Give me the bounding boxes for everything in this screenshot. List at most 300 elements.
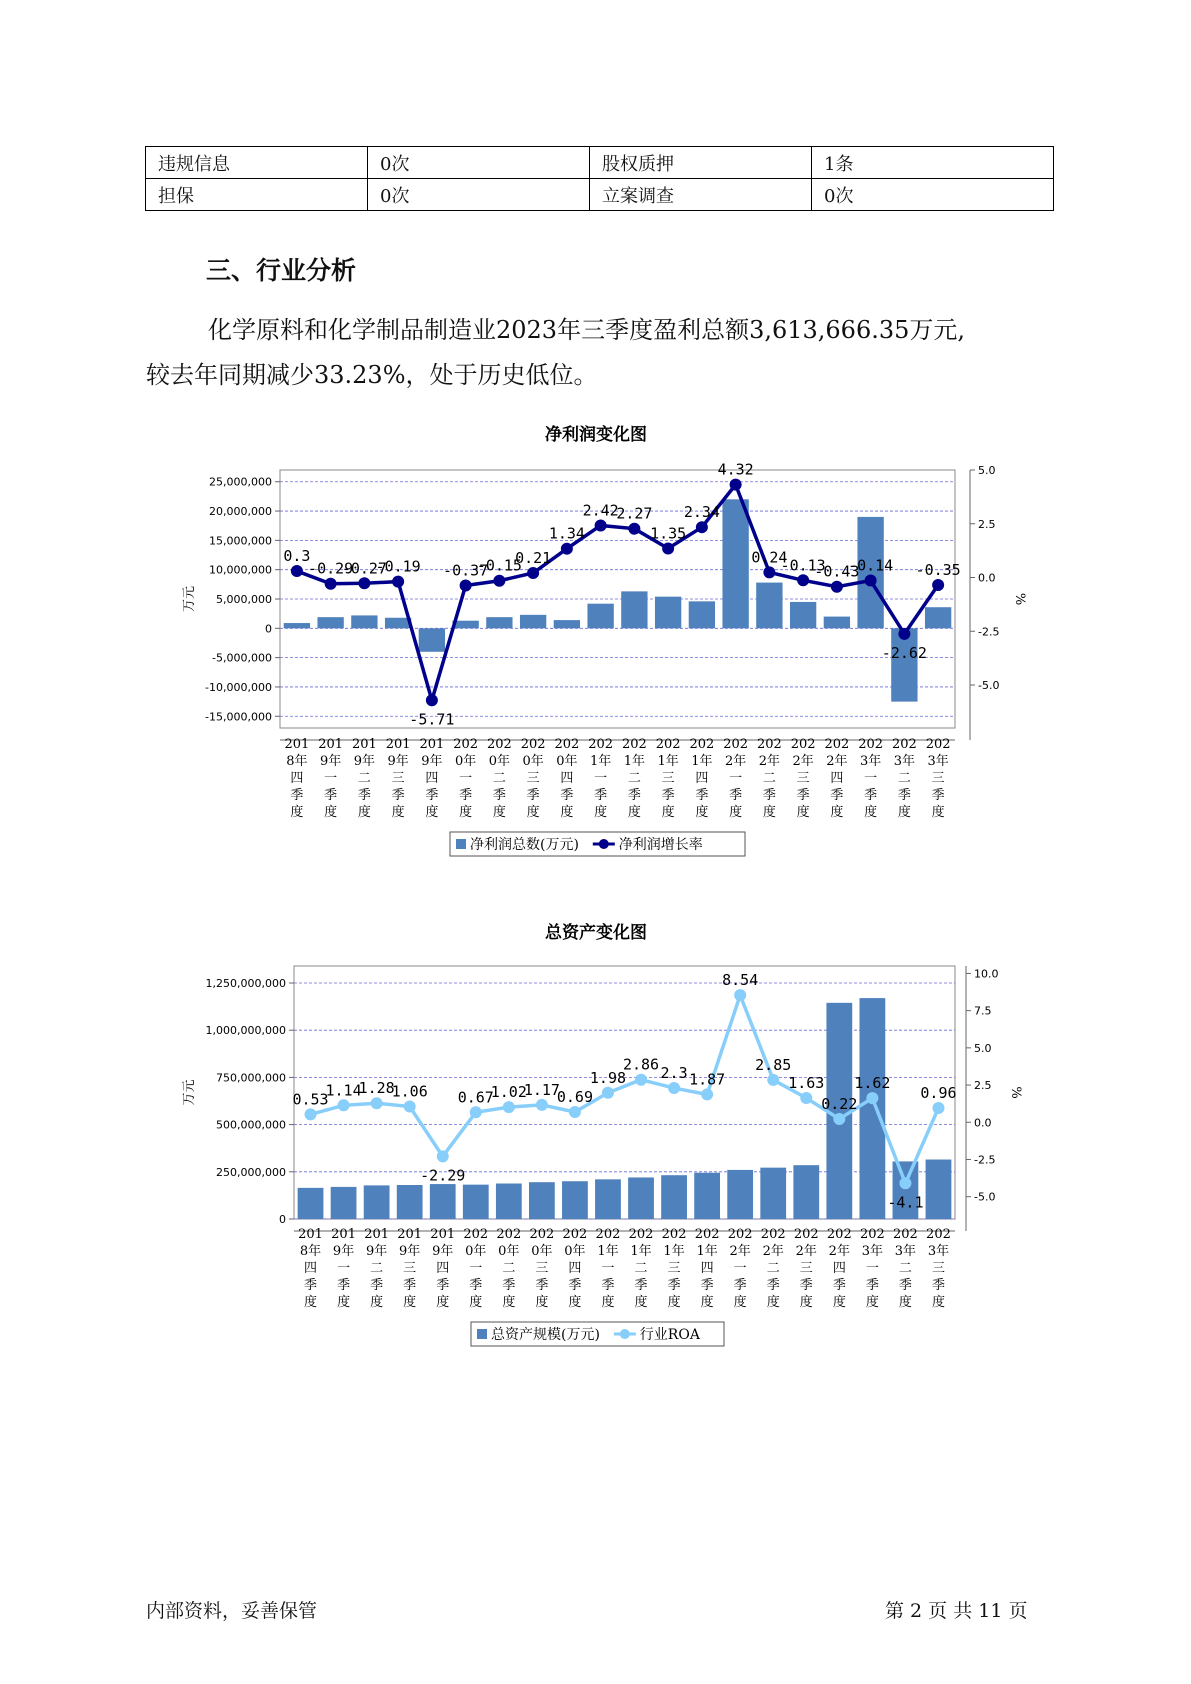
x-tick-label: 四: [700, 1261, 714, 1276]
data-label: -5.71: [409, 710, 455, 729]
x-tick-label: 202: [727, 1227, 753, 1242]
line-point: [668, 1082, 680, 1094]
x-tick-label: 9年: [421, 754, 443, 769]
x-tick-label: 度: [897, 805, 911, 820]
data-label: 2.85: [755, 1055, 792, 1074]
x-tick-label: 9年: [432, 1244, 454, 1259]
x-tick-label: 201: [430, 1227, 456, 1242]
x-tick-label: 度: [865, 1295, 879, 1310]
x-tick-label: 202: [790, 737, 816, 752]
x-tick-label: 一: [729, 771, 743, 786]
data-label: 1.87: [689, 1070, 726, 1089]
x-tick-label: 季: [830, 788, 844, 803]
x-tick-label: 二: [762, 771, 776, 786]
x-tick-label: 季: [324, 788, 338, 803]
x-tick-label: 季: [357, 788, 371, 803]
line-point: [437, 1150, 449, 1162]
x-tick-label: 四: [695, 771, 709, 786]
bar: [397, 1185, 423, 1219]
line-point: [470, 1106, 482, 1118]
footer-confidential: 内部资料，妥善保管: [146, 1600, 318, 1622]
x-tick-label: 二: [627, 771, 641, 786]
x-tick-label: 202: [463, 1227, 489, 1242]
legend-bar-swatch: [477, 1329, 487, 1339]
x-tick-label: 0年: [556, 754, 578, 769]
x-tick-label: 度: [832, 1295, 846, 1310]
bar: [661, 1175, 687, 1219]
x-tick-label: 四: [830, 771, 844, 786]
x-tick-label: 1年: [691, 754, 713, 769]
footer-page-number: 第 2 页 共 11 页: [885, 1600, 1028, 1622]
y-tick-label: 10,000,000: [209, 563, 272, 577]
x-tick-label: 四: [290, 771, 304, 786]
data-label: 0.21: [515, 548, 552, 567]
x-tick-label: 202: [694, 1227, 720, 1242]
x-tick-label: 度: [337, 1295, 351, 1310]
x-tick-label: 三: [796, 771, 810, 786]
x-tick-label: 202: [595, 1227, 621, 1242]
line-point: [831, 581, 843, 593]
table-row: [146, 147, 1054, 179]
x-tick-label: 季: [594, 788, 608, 803]
x-tick-label: 202: [893, 1227, 918, 1242]
x-tick-label: 季: [502, 1278, 516, 1293]
x-tick-label: 季: [634, 1278, 648, 1293]
line-point: [503, 1101, 515, 1113]
line-point: [325, 578, 337, 590]
x-tick-label: 三: [931, 771, 945, 786]
table-cell: 股权质押: [590, 147, 812, 179]
x-tick-label: 四: [425, 771, 439, 786]
x-tick-label: 9年: [387, 754, 409, 769]
x-tick-label: 一: [459, 771, 473, 786]
y-tick-label: -5,000,000: [212, 651, 272, 665]
data-label: 2.27: [616, 504, 653, 523]
data-label: 1.98: [589, 1068, 627, 1087]
table-cell: 0次: [368, 179, 590, 211]
line-point: [866, 1092, 878, 1104]
x-tick-label: 2年: [724, 754, 747, 769]
bar: [655, 597, 681, 629]
table-cell: 立案调查: [590, 179, 812, 211]
x-tick-label: 0年: [498, 1244, 520, 1259]
table-cell: 违规信息: [146, 147, 368, 179]
x-tick-label: 度: [700, 1295, 714, 1310]
bar: [727, 1170, 753, 1219]
bar: [756, 583, 782, 629]
bar: [520, 615, 546, 628]
x-tick-label: 季: [425, 788, 439, 803]
x-tick-label: 1年: [657, 754, 679, 769]
y-tick-label: 0: [265, 622, 272, 636]
x-tick-label: 二: [897, 771, 911, 786]
data-label: -0.37: [443, 561, 489, 580]
x-tick-label: 度: [931, 1295, 945, 1310]
x-tick-label: 2年: [795, 1244, 817, 1259]
x-tick-label: 3年: [859, 754, 882, 769]
x-tick-label: 度: [799, 1295, 813, 1310]
data-label: 1.06: [391, 1082, 428, 1101]
x-tick-label: 202: [826, 1227, 852, 1242]
data-label: 8.54: [722, 971, 759, 990]
y2-tick-label: -2.5: [974, 1153, 996, 1167]
bar: [824, 617, 850, 629]
x-tick-label: 201: [318, 737, 344, 752]
x-tick-label: 一: [337, 1261, 351, 1276]
data-label: -0.27: [341, 559, 387, 578]
legend: [450, 832, 745, 856]
x-tick-label: 度: [425, 805, 439, 820]
bar: [364, 1185, 390, 1219]
x-tick-label: 8年: [286, 754, 308, 769]
section-title: 三、行业分析: [206, 256, 357, 285]
line-point: [800, 1092, 812, 1104]
info-table: [145, 146, 1054, 211]
x-tick-label: 度: [324, 805, 338, 820]
data-label: 1.34: [548, 524, 585, 543]
x-tick-label: 季: [729, 788, 743, 803]
bar: [587, 604, 613, 629]
x-tick-label: 季: [898, 1278, 912, 1293]
bar: [628, 1177, 654, 1219]
x-tick-label: 季: [535, 1278, 549, 1293]
bar: [496, 1184, 522, 1219]
x-tick-label: 一: [864, 771, 878, 786]
x-tick-label: 四: [832, 1261, 846, 1276]
x-tick-label: 度: [931, 805, 945, 820]
data-label: 0.3: [283, 547, 311, 566]
x-tick-label: 度: [560, 805, 574, 820]
x-tick-label: 一: [601, 1261, 615, 1276]
x-tick-label: 二: [357, 771, 371, 786]
bar: [689, 601, 715, 628]
x-tick-label: 季: [391, 788, 405, 803]
x-tick-label: 201: [351, 737, 377, 752]
x-tick-label: 202: [859, 1227, 885, 1242]
y-tick-label: 20,000,000: [209, 505, 272, 519]
x-tick-label: 二: [492, 771, 506, 786]
x-tick-label: 度: [492, 805, 506, 820]
x-tick-label: 度: [762, 805, 776, 820]
x-tick-label: 季: [370, 1278, 384, 1293]
data-label: 1.63: [788, 1074, 825, 1093]
x-tick-label: 202: [529, 1227, 555, 1242]
x-tick-label: 度: [766, 1295, 780, 1310]
bar: [284, 623, 310, 628]
x-tick-label: 1年: [696, 1244, 718, 1259]
x-tick-label: 度: [898, 1295, 912, 1310]
line-point: [763, 566, 775, 578]
x-tick-label: 201: [364, 1227, 390, 1242]
y2-axis-label: %: [1012, 592, 1027, 606]
line-point: [734, 989, 746, 1001]
x-tick-label: 三: [526, 771, 540, 786]
x-tick-label: 202: [723, 737, 749, 752]
x-tick-label: 季: [337, 1278, 351, 1293]
data-label: 1.28: [358, 1079, 395, 1098]
y-axis-label: 万元: [182, 585, 197, 613]
data-label: -2.29: [420, 1166, 466, 1185]
x-tick-label: 2年: [792, 754, 814, 769]
x-tick-label: 一: [469, 1261, 483, 1276]
data-label: 0.96: [920, 1083, 957, 1102]
bar: [562, 1181, 588, 1219]
y2-tick-label: 5.0: [974, 1041, 992, 1055]
x-tick-label: 9年: [332, 1244, 355, 1259]
x-tick-label: 度: [864, 805, 878, 820]
x-tick-label: 201: [419, 737, 445, 752]
legend-label: 总资产规模(万元): [491, 1327, 600, 1343]
x-tick-label: 季: [661, 788, 675, 803]
chart-title: 净利润变化图: [545, 425, 647, 445]
data-label: -2.62: [881, 643, 927, 662]
data-label: 2.34: [683, 503, 720, 522]
net-profit-chart: [0, 418, 1191, 878]
chart-title: 总资产变化图: [545, 923, 647, 943]
x-tick-label: 度: [436, 1295, 450, 1310]
bar: [351, 615, 377, 628]
x-tick-label: 季: [601, 1278, 615, 1293]
x-tick-label: 1年: [630, 1244, 652, 1259]
bar: [722, 499, 748, 628]
line-point: [932, 1102, 944, 1114]
y-tick-label: 500,000,000: [216, 1118, 286, 1132]
x-tick-label: 度: [594, 805, 608, 820]
data-label: 0.24: [751, 548, 788, 567]
line-point: [291, 565, 303, 577]
x-tick-label: 3年: [927, 1244, 950, 1259]
data-label: 1.02: [490, 1083, 527, 1102]
y2-tick-label: 0.0: [974, 1116, 992, 1130]
x-tick-label: 3年: [861, 1244, 884, 1259]
legend-bar-swatch: [456, 839, 466, 849]
line-point: [527, 567, 539, 579]
x-tick-label: 三: [931, 1261, 945, 1276]
x-tick-label: 201: [397, 1227, 423, 1242]
x-tick-label: 202: [453, 737, 479, 752]
x-tick-label: 1年: [597, 1244, 619, 1259]
x-tick-label: 季: [931, 1278, 945, 1293]
data-label: -0.14: [848, 556, 894, 575]
x-tick-label: 2年: [762, 1244, 784, 1259]
x-tick-label: 一: [733, 1261, 747, 1276]
y2-tick-label: 2.5: [974, 1079, 992, 1093]
x-tick-label: 二: [370, 1261, 384, 1276]
line-point: [865, 575, 877, 587]
x-tick-label: 季: [492, 788, 506, 803]
x-tick-label: 三: [667, 1261, 681, 1276]
table-cell: 担保: [146, 179, 368, 211]
x-tick-label: 三: [661, 771, 675, 786]
data-label: -0.29: [308, 559, 354, 578]
line-point: [561, 543, 573, 555]
x-tick-label: 季: [700, 1278, 714, 1293]
x-tick-label: 202: [621, 737, 647, 752]
line-point: [536, 1099, 548, 1111]
line-point: [569, 1106, 581, 1118]
x-tick-label: 季: [560, 788, 574, 803]
y-tick-label: 1,000,000,000: [205, 1024, 286, 1038]
x-tick-label: 202: [760, 1227, 786, 1242]
data-label: 2.42: [582, 501, 619, 520]
x-tick-label: 季: [304, 1278, 318, 1293]
x-tick-label: 度: [370, 1295, 384, 1310]
x-tick-label: 度: [601, 1295, 615, 1310]
x-tick-label: 季: [469, 1278, 483, 1293]
x-tick-label: 9年: [365, 1244, 388, 1259]
x-tick-label: 1年: [623, 754, 646, 769]
x-tick-label: 202: [520, 737, 546, 752]
x-tick-label: 202: [891, 737, 917, 752]
x-tick-label: 202: [793, 1227, 819, 1242]
x-tick-label: 四: [560, 771, 574, 786]
y2-tick-label: -2.5: [978, 625, 1000, 639]
data-label: 2.3: [660, 1064, 688, 1083]
x-tick-label: 1年: [663, 1244, 685, 1259]
paragraph-line: 较去年同期减少33.23%，处于历史低位。: [146, 361, 598, 389]
y2-tick-label: -5.0: [974, 1190, 996, 1204]
legend-marker: [599, 839, 609, 849]
x-tick-label: 202: [824, 737, 850, 752]
x-tick-label: 202: [756, 737, 782, 752]
x-tick-label: 度: [733, 1295, 747, 1310]
x-tick-label: 9年: [319, 754, 342, 769]
bar: [595, 1179, 621, 1219]
data-label: -0.13: [780, 556, 826, 575]
table-row: [146, 179, 1054, 211]
x-tick-label: 202: [689, 737, 715, 752]
x-tick-label: 0年: [531, 1244, 553, 1259]
line-point: [371, 1097, 383, 1109]
data-label: 1.35: [650, 524, 687, 543]
x-tick-label: 202: [562, 1227, 588, 1242]
x-tick-label: 季: [766, 1278, 780, 1293]
x-tick-label: 三: [403, 1261, 417, 1276]
x-tick-label: 季: [865, 1278, 879, 1293]
x-tick-label: 度: [568, 1295, 582, 1310]
line-point: [701, 1088, 713, 1100]
x-tick-label: 季: [864, 788, 878, 803]
legend-label: 行业ROA: [639, 1327, 700, 1343]
x-tick-label: 0年: [488, 754, 511, 769]
bar: [486, 617, 512, 628]
x-tick-label: 202: [554, 737, 580, 752]
data-label: -0.35: [915, 561, 961, 580]
paragraph-line: 化学原料和化学制品制造业2023年三季度盈利总额3,613,666.35万元,: [208, 316, 966, 344]
bar: [760, 1168, 786, 1219]
x-tick-label: 201: [298, 1227, 323, 1242]
y2-tick-label: 10.0: [974, 967, 999, 981]
x-tick-label: 3年: [893, 754, 916, 769]
x-tick-label: 202: [858, 737, 884, 752]
x-tick-label: 季: [526, 788, 540, 803]
line-point: [797, 574, 809, 586]
bar: [859, 998, 885, 1219]
x-tick-label: 季: [931, 788, 945, 803]
bar: [554, 620, 580, 628]
line-point: [358, 577, 370, 589]
table-cell: 0次: [812, 179, 1054, 211]
x-tick-label: 季: [832, 1278, 846, 1293]
x-tick-label: 度: [535, 1295, 549, 1310]
x-tick-label: 度: [634, 1295, 648, 1310]
data-label: -4.1: [887, 1193, 924, 1212]
x-tick-label: 度: [469, 1295, 483, 1310]
x-tick-label: 三: [799, 1261, 813, 1276]
x-tick-label: 一: [594, 771, 608, 786]
y2-tick-label: -5.0: [978, 679, 1000, 692]
data-label: -0.19: [375, 557, 421, 576]
x-tick-label: 度: [391, 805, 405, 820]
line-point: [305, 1108, 317, 1120]
x-tick-label: 度: [502, 1295, 516, 1310]
x-tick-label: 度: [627, 805, 641, 820]
x-tick-label: 一: [324, 771, 338, 786]
y-tick-label: 15,000,000: [209, 534, 272, 548]
y2-axis-label: %: [1008, 1086, 1023, 1099]
line-point: [696, 521, 708, 533]
x-tick-label: 季: [627, 788, 641, 803]
x-tick-label: 度: [290, 805, 304, 820]
x-tick-label: 季: [695, 788, 709, 803]
total-assets-chart-svg: [0, 918, 1191, 1378]
bar: [694, 1173, 720, 1219]
line-point: [338, 1099, 350, 1111]
x-tick-label: 度: [661, 805, 675, 820]
x-tick-label: 2年: [826, 754, 848, 769]
x-tick-label: 季: [436, 1278, 450, 1293]
legend-marker: [620, 1329, 630, 1339]
x-tick-label: 3年: [927, 754, 949, 769]
line-point: [635, 1074, 647, 1086]
x-tick-label: 3年: [894, 1244, 917, 1259]
legend-label: 净利润总数(万元): [470, 837, 579, 853]
data-label: -0.15: [476, 556, 522, 575]
x-tick-label: 202: [925, 737, 951, 752]
x-tick-label: 二: [898, 1261, 912, 1276]
x-tick-label: 二: [766, 1261, 780, 1276]
x-tick-label: 季: [796, 788, 810, 803]
bar: [317, 617, 343, 628]
line-point: [833, 1113, 845, 1125]
x-tick-label: 2年: [729, 1244, 751, 1259]
y2-tick-label: 2.5: [978, 517, 996, 531]
analysis-paragraph: [146, 308, 1061, 398]
line-point: [602, 1087, 614, 1099]
legend-label: 净利润增长率: [618, 837, 703, 853]
x-tick-label: 度: [526, 805, 540, 820]
data-label: 2.86: [622, 1055, 660, 1074]
x-tick-label: 8年: [299, 1244, 322, 1259]
x-tick-label: 9年: [399, 1244, 421, 1259]
x-tick-label: 202: [588, 737, 614, 752]
data-label: 4.32: [717, 460, 754, 479]
x-tick-label: 201: [385, 737, 411, 752]
bar: [419, 628, 445, 651]
y-tick-label: 1,250,000,000: [205, 976, 286, 990]
y-tick-label: 0: [279, 1213, 286, 1226]
legend: [471, 1322, 724, 1346]
x-tick-label: 度: [796, 805, 810, 820]
x-tick-label: 季: [799, 1278, 813, 1293]
x-tick-label: 0年: [522, 754, 544, 769]
x-tick-label: 202: [655, 737, 681, 752]
data-label: 0.69: [556, 1087, 593, 1106]
line-point: [460, 579, 472, 591]
line-point: [898, 628, 910, 640]
x-tick-label: 度: [403, 1295, 417, 1310]
x-tick-label: 三: [535, 1261, 549, 1276]
